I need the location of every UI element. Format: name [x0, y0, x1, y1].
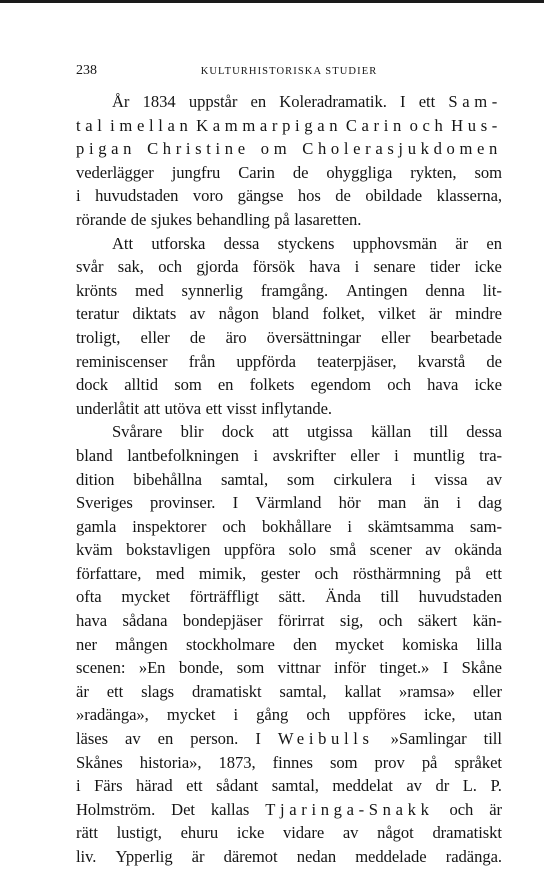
word: läses [76, 729, 109, 749]
text-line [76, 255, 502, 279]
word: små [329, 540, 357, 560]
text-line [76, 302, 502, 326]
word: rösthärmning [352, 563, 441, 583]
word: Skåne [461, 658, 502, 678]
word: hava [76, 611, 108, 631]
word: något [377, 823, 414, 843]
word: i [354, 257, 360, 277]
word: som [287, 469, 315, 489]
text-line [76, 585, 502, 609]
word: av [125, 729, 141, 749]
word: Värmland [255, 493, 322, 513]
word: meddelat [332, 776, 393, 796]
word: »En [138, 658, 166, 678]
text-line [76, 491, 502, 515]
word: gester [260, 563, 300, 583]
word: »radänga», [76, 705, 149, 725]
word: att [143, 398, 160, 418]
word: till [483, 729, 502, 749]
word: scener [369, 540, 412, 560]
word: ofta [76, 587, 102, 607]
word: Weibulls [277, 729, 374, 749]
running-head: KULTURHISTORISKA STUDIER [200, 66, 378, 77]
text-line [76, 798, 502, 822]
word: framgång. [260, 280, 329, 300]
word: är [191, 847, 205, 866]
word: reminiscenser [76, 351, 168, 371]
word: däremot [223, 847, 278, 866]
word: ehuru [180, 823, 219, 843]
word: folket, [322, 304, 365, 324]
word: bondepjäser [182, 611, 263, 631]
word: klasserna, [436, 186, 502, 206]
word: på [274, 209, 290, 229]
word: samtal, [279, 681, 327, 701]
word: gjorda [196, 257, 239, 277]
text-line [76, 208, 502, 232]
word: bland [76, 445, 113, 465]
word: mimik, [198, 563, 247, 583]
word: av [486, 469, 502, 489]
word: kallat [344, 681, 382, 701]
word: på [455, 563, 471, 583]
word: de [486, 351, 502, 371]
word: bokstavligen [126, 540, 211, 560]
word: i [456, 493, 461, 513]
word: pigan [76, 139, 137, 159]
text-line [76, 468, 502, 492]
word: tinget.» [379, 658, 430, 678]
word: komiska [402, 634, 459, 654]
word: hava [427, 375, 459, 395]
text-line [76, 562, 502, 586]
text-line [76, 538, 502, 562]
word: som [329, 752, 358, 772]
word: äro [225, 327, 247, 347]
word: sådant [216, 776, 259, 796]
word: solo [288, 540, 317, 560]
word: källan [371, 422, 412, 442]
word: Sveriges [76, 493, 133, 513]
word: vidare [282, 823, 325, 843]
word: en [486, 233, 502, 253]
word: vittnar [277, 658, 321, 678]
word: cirkulera [333, 469, 393, 489]
word: dessa [223, 233, 260, 253]
text-line [76, 279, 502, 303]
word: diktats [132, 304, 177, 324]
word: eller [350, 445, 380, 465]
word: underlåtit [76, 398, 140, 418]
word: ett [205, 398, 222, 418]
word: en [157, 729, 174, 749]
word: de [335, 186, 351, 206]
word: dr [435, 776, 450, 796]
word: vissa [434, 469, 468, 489]
word: i [410, 469, 416, 489]
word: ett [106, 681, 124, 701]
word: jungfru [171, 162, 221, 182]
word: dition [76, 469, 115, 489]
word: att [272, 422, 289, 442]
word: en [250, 92, 267, 111]
word: kän- [472, 611, 502, 631]
word: icke [236, 823, 265, 843]
text-line [76, 633, 502, 657]
text-line [76, 821, 502, 845]
word: med [135, 280, 164, 300]
word: icke [474, 257, 502, 277]
word: slags [141, 681, 175, 701]
word: från [188, 351, 216, 371]
word: som [236, 658, 265, 678]
word: förträffligt [189, 587, 259, 607]
word: I [442, 658, 449, 678]
word: egendom [310, 375, 372, 395]
word: mycket [121, 587, 170, 607]
word: säkert [417, 611, 458, 631]
text-line [76, 727, 502, 751]
word: Kammarpigan [196, 115, 343, 135]
word: L. [462, 776, 477, 796]
word: Ypperlig [115, 847, 173, 866]
word: eller [381, 327, 411, 347]
word: lustigt, [116, 823, 162, 843]
word: dramatiskt [191, 681, 262, 701]
text-line [76, 420, 502, 444]
text-line [76, 161, 502, 185]
text-line [76, 90, 502, 114]
word: 1834 [142, 92, 176, 111]
word: rätt [76, 823, 98, 843]
word: i [233, 705, 239, 725]
word: blir [180, 422, 204, 442]
word: i [347, 516, 352, 536]
word: synnerlig [181, 280, 243, 300]
word: liv. [76, 847, 97, 866]
word: med [155, 563, 185, 583]
word: visst [226, 398, 257, 418]
word: Koleradramatik. [279, 92, 387, 111]
word: eller [472, 681, 502, 701]
word: ett [186, 776, 203, 796]
word: svår [76, 257, 104, 277]
word: om [260, 139, 292, 159]
word: 1873, [218, 752, 256, 772]
word: i [76, 186, 81, 206]
text-line [76, 609, 502, 633]
word: till [429, 422, 448, 442]
word: inspektorer [132, 516, 207, 536]
word: ett [418, 92, 436, 111]
word: troligt, [76, 327, 121, 347]
word: eller [140, 327, 170, 347]
word: tal [76, 115, 107, 135]
word: av [189, 304, 206, 324]
word: »ramsa» [398, 681, 455, 701]
word: kallas [210, 799, 250, 819]
word: vederlägger [76, 162, 154, 182]
word: bibehållna [133, 469, 202, 489]
word: Carin [345, 115, 406, 135]
text-line [76, 680, 502, 704]
word: avskrifter [272, 445, 336, 465]
word: vilket [378, 304, 416, 324]
word: voro [192, 186, 224, 206]
word: lasaretten. [294, 209, 362, 229]
word: och [449, 799, 474, 819]
word: och [409, 115, 448, 135]
word: stockholmare [185, 634, 275, 654]
word: är [76, 681, 89, 701]
word: dock [76, 375, 109, 395]
word: språket [454, 752, 502, 772]
word: än [423, 493, 440, 513]
word: Hus- [451, 115, 502, 135]
word: dessa [466, 422, 502, 442]
word: Holmström. [76, 799, 156, 819]
word: ohyggliga [326, 162, 393, 182]
word: Tjaringa-Snakk [265, 799, 434, 819]
word: gängse [237, 186, 284, 206]
word: person. [190, 729, 239, 749]
word: hava [309, 257, 341, 277]
word: den [293, 634, 317, 654]
word: alltid [124, 375, 159, 395]
word: sig, [339, 611, 364, 631]
text-line [76, 373, 502, 397]
top-rule [0, 0, 544, 3]
page-header [76, 62, 502, 82]
word: prov [374, 752, 405, 772]
word: och [378, 611, 403, 631]
word: bonde, [178, 658, 224, 678]
word: behandling [196, 209, 270, 229]
word: scenen: [76, 658, 126, 678]
word: Cholerasjukdomen [302, 139, 502, 159]
word: kväm [76, 540, 113, 560]
word: i [394, 445, 399, 465]
word: mången [115, 634, 168, 654]
text-line [76, 184, 502, 208]
text-line [76, 444, 502, 468]
word: År [112, 92, 130, 111]
word: uppförda [236, 351, 296, 371]
word: tider [429, 257, 461, 277]
word: huvudstaden [418, 587, 502, 607]
word: utforska [151, 233, 206, 253]
word: sätt. [278, 587, 306, 607]
word: rörande [76, 209, 127, 229]
word: mycket [335, 634, 384, 654]
word: någon [218, 304, 259, 324]
word: är [455, 233, 469, 253]
word: I [232, 493, 239, 513]
word: dramatiskt [432, 823, 502, 843]
page-number: 238 [76, 63, 97, 78]
word: på [421, 752, 438, 772]
word: imellan [110, 115, 193, 135]
word: teaterpjäser, [317, 351, 397, 371]
word: sådana [122, 611, 168, 631]
word: upphovsmän [352, 233, 437, 253]
text-line [76, 656, 502, 680]
word: av [342, 823, 359, 843]
word: författare, [76, 563, 142, 583]
word: de [189, 327, 206, 347]
text-line [76, 137, 502, 161]
word: icke, [423, 705, 456, 725]
word: inför [334, 658, 367, 678]
word: utan [473, 705, 502, 725]
text-line [76, 350, 502, 374]
word: folkets [249, 375, 295, 395]
word: nedan [296, 847, 337, 866]
text-line [76, 515, 502, 539]
word: gång [256, 705, 289, 725]
word: utöva [164, 398, 202, 418]
word: okända [454, 540, 502, 560]
word: obildade [365, 186, 423, 206]
word: Carin [238, 162, 275, 182]
text-line [76, 751, 502, 775]
body-text [76, 90, 502, 869]
word: är [489, 799, 502, 819]
word: lit- [482, 280, 502, 300]
word: uppföra [223, 540, 276, 560]
word: förirrat [277, 611, 325, 631]
word: samtal, [220, 469, 269, 489]
word: försök [252, 257, 295, 277]
text-line [76, 114, 502, 138]
word: kvarstå [417, 351, 466, 371]
word: styckens [277, 233, 335, 253]
word: de [130, 209, 147, 229]
word: lilla [476, 634, 502, 654]
word: huvudstaden [95, 186, 179, 206]
word: Svårare [112, 422, 163, 442]
word: sam- [469, 516, 502, 536]
word: som [174, 375, 202, 395]
word: och [158, 257, 182, 277]
word: av [406, 776, 422, 796]
word: översättningar [266, 327, 362, 347]
word: denna [425, 280, 465, 300]
text-line [76, 774, 502, 798]
word: utgissa [306, 422, 353, 442]
word: bokhållare [261, 516, 332, 536]
word: en [217, 375, 234, 395]
word: krönts [76, 280, 118, 300]
word: dock [221, 422, 254, 442]
word: skämtsamma [367, 516, 454, 536]
word: sjukes [150, 209, 193, 229]
word: mindre [455, 304, 502, 324]
word: inflytande. [261, 398, 332, 418]
word: rykten, [410, 162, 457, 182]
word: ner [76, 634, 98, 654]
text-line [76, 326, 502, 350]
word: hör [338, 493, 361, 513]
word: härad [136, 776, 173, 796]
word: lantbefolkningen [127, 445, 239, 465]
text-line [76, 397, 502, 421]
word: och [222, 516, 247, 536]
word: de [292, 162, 309, 182]
word: I [400, 92, 406, 111]
word: muntlig [413, 445, 465, 465]
word: sak, [117, 257, 144, 277]
word: och [306, 705, 331, 725]
word: och [314, 563, 339, 583]
word: Sam- [448, 92, 502, 111]
word: senare [373, 257, 416, 277]
word: Det [171, 799, 195, 819]
word: bland [272, 304, 309, 324]
word: »Samlingar [390, 729, 467, 749]
word: samtal, [271, 776, 319, 796]
word: uppstår [188, 92, 238, 111]
word: P. [490, 776, 502, 796]
word: som [474, 162, 502, 182]
text-line [76, 232, 502, 256]
word: radänga. [445, 847, 502, 866]
word: historia», [139, 752, 202, 772]
word: dag [478, 493, 502, 513]
word: ett [485, 563, 502, 583]
word: gamla [76, 516, 117, 536]
word: meddelade [355, 847, 427, 866]
word: är [429, 304, 442, 324]
word: mycket [166, 705, 216, 725]
word: bearbetade [430, 327, 502, 347]
word: finnes [272, 752, 313, 772]
word: Färs [94, 776, 123, 796]
word: av [425, 540, 441, 560]
word: Att [112, 233, 134, 253]
word: icke [474, 375, 502, 395]
word: till [380, 587, 399, 607]
word: man [377, 493, 407, 513]
word: hos [297, 186, 321, 206]
word: tra- [479, 445, 502, 465]
word: i [253, 445, 259, 465]
text-line [76, 703, 502, 727]
word: uppföres [348, 705, 406, 725]
word: provinser. [150, 493, 216, 513]
word: teratur [76, 304, 119, 324]
text-line [76, 845, 502, 869]
word: och [387, 375, 412, 395]
word: Antingen [346, 280, 408, 300]
word: I [255, 729, 261, 749]
word: Ända [325, 587, 361, 607]
word: i [76, 776, 81, 796]
word: Christine [147, 139, 250, 159]
word: Skånes [76, 752, 123, 772]
